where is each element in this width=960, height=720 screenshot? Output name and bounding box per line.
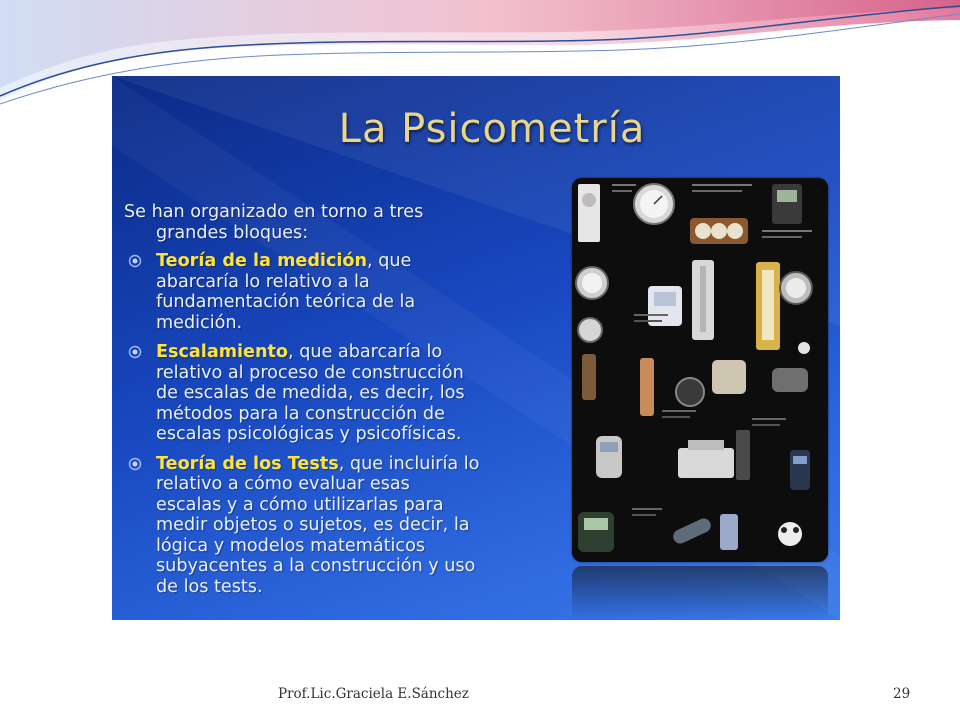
footer-author: Prof.Lic.Graciela E.Sánchez — [278, 686, 469, 702]
bullet-text: , que — [367, 251, 412, 271]
bullet-text: fundamentación teórica de la — [156, 292, 416, 312]
bullet-item-tests — [124, 454, 554, 598]
image-reflection — [572, 566, 828, 620]
bullet-text: medir objetos o sujetos, es decir, la — [156, 515, 470, 535]
slide-body — [124, 202, 554, 606]
bullet-text: relativo al proceso de construcción — [156, 362, 464, 383]
bullet-text: relativo a cómo evaluar esas — [156, 474, 410, 494]
circle-bullet-icon — [128, 457, 142, 471]
bullet-item-escalamiento — [124, 342, 554, 445]
bullet-text: de los tests. — [156, 576, 263, 597]
bullet-keyword: Teoría de los Tests — [156, 453, 339, 474]
bullet-text: de escalas de medida, es decir, los — [156, 383, 465, 403]
bullet-text: subyacentes a la construcción y uso — [156, 556, 476, 576]
intro-line-1: Se han organizado en torno a tres — [124, 202, 424, 222]
bullet-text: medición. — [156, 312, 243, 333]
bullet-text: métodos para la construcción de — [156, 403, 445, 424]
bullet-text: , que incluiría lo — [338, 453, 480, 474]
bullet-text: lógica y modelos matemáticos — [156, 535, 426, 556]
bullet-keyword: Teoría de la medición — [156, 251, 368, 271]
measurement-instruments-image — [572, 178, 828, 562]
intro-paragraph — [124, 202, 554, 243]
circle-bullet-icon — [128, 345, 142, 359]
bullet-keyword: Escalamiento — [156, 342, 289, 362]
bullet-text: escalas psicológicas y psicofísicas. — [156, 424, 462, 444]
bullet-text: escalas y a cómo utilizarlas para — [156, 494, 444, 515]
slide-title: La Psicometría — [338, 106, 646, 152]
circle-bullet-icon — [128, 254, 142, 268]
page-number: 29 — [893, 686, 911, 702]
slide-panel — [112, 76, 840, 620]
bullet-item-medicion — [124, 251, 554, 333]
bullet-text: , que abarcaría lo — [288, 342, 443, 362]
bullet-text: abarcaría lo relativo a la — [156, 271, 370, 292]
intro-line-2: grandes bloques: — [156, 222, 309, 243]
instruments-collage-icon — [572, 178, 828, 562]
